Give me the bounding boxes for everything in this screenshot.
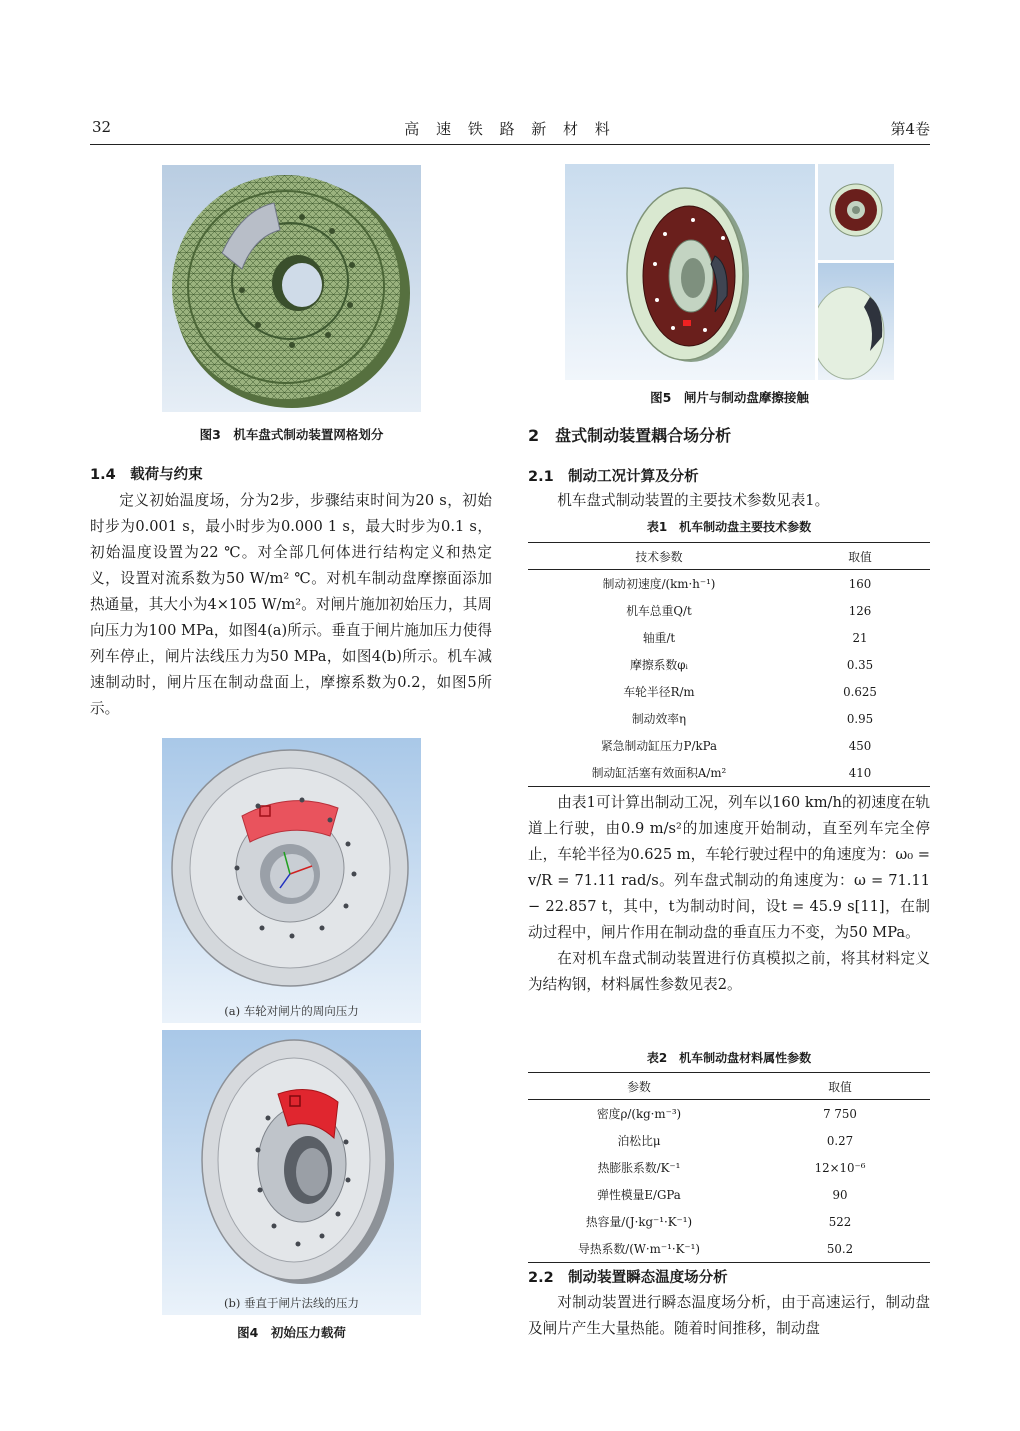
figure-4b-image: [162, 1030, 421, 1315]
table-cell: 热膨胀系数/K⁻¹: [597, 1161, 681, 1175]
table-cell: 热容量/(J·kg⁻¹·K⁻¹): [585, 1215, 693, 1229]
table-1-caption: 表1 机车制动盘主要技术参数: [646, 520, 812, 534]
table-cell: 50.2: [750, 1235, 930, 1263]
table-row: [528, 1154, 930, 1181]
figure-5-inset-top: [818, 164, 894, 260]
table-row: [528, 1235, 930, 1263]
table-cell: 0.27: [826, 1133, 854, 1148]
table-cell: 12×10⁻⁶: [814, 1160, 866, 1175]
table-row: [528, 651, 930, 678]
page-number: 32: [92, 118, 112, 136]
table-cell: 泊松比μ: [617, 1134, 661, 1148]
table-cell: 0.35: [846, 657, 874, 672]
section-2-1-para-2: 在对机车盘式制动装置进行仿真模拟之前，将其材料定义为结构钢，材料属性参数见表2。: [528, 950, 930, 993]
table-cell: 410: [790, 759, 930, 787]
table-cell: 轴重/t: [642, 631, 676, 645]
table-1-col-param: 技术参数: [528, 543, 790, 570]
table-row: [528, 1181, 930, 1208]
table-2-caption: 表2 机车制动盘材料属性参数: [646, 1051, 812, 1065]
figure-4b-label: (b) 垂直于闸片法线的压力: [224, 1296, 359, 1310]
figure-5-main-image: [565, 164, 815, 380]
table-row: [528, 597, 930, 624]
table-cell: 21: [852, 630, 868, 645]
table-row: [528, 759, 930, 787]
figure-5-caption: 图5 闸片与制动盘摩擦接触: [650, 390, 809, 405]
figure-3-mesh-image: [162, 165, 421, 412]
table-cell: 制动初速度/(km·h⁻¹): [602, 577, 716, 591]
section-2-heading: 2 盘式制动装置耦合场分析: [528, 426, 732, 445]
table-cell: 密度ρ/(kg·m⁻³): [596, 1107, 682, 1121]
table-cell: 弹性模量E/GPa: [597, 1188, 681, 1202]
section-2-1-body: [528, 790, 930, 998]
section-1-4-heading: 1.4 载荷与约束: [90, 467, 203, 483]
table-cell: 90: [832, 1187, 848, 1202]
figure-4a-image: [162, 738, 421, 1023]
section-2-1-intro: [528, 488, 930, 514]
table-cell: 制动缸活塞有效面积A/m²: [528, 759, 790, 787]
table-cell: 126: [848, 603, 872, 618]
section-2-2-paragraph: 对制动装置进行瞬态温度场分析，由于高速运行，制动盘及闸片产生大量热能。随着时间推移，制动盘: [528, 1294, 930, 1337]
table-cell: 0.95: [846, 711, 874, 726]
section-1-4-text: 定义初始温度场，分为2步，步骤结束时间为20 s，初始时步为0.001 s，最小时步为0.000 1 s，最大时步为0.1 s，初始温度设置为22 ℃。对全部几何体进行结构定义和热定义，设置对流系数为50 W/m² ℃。对机车制动盘摩擦面添加热通量，其大小为4×105 W/m²。对闸片施加初始压力，其周向压力为100 MPa，如图4(a)所示。垂直于闸片施加压力使得列车停止，闸片法线压力为50 MPa，如图4(b)所示。机车减速制动时，闸片压在制动盘面上，摩擦系数为0.2，如图5所示。: [90, 492, 492, 717]
volume-label: 第4卷: [890, 120, 930, 138]
table-row: [528, 1208, 930, 1235]
section-1-4-paragraph: [90, 488, 492, 722]
table-row: [528, 732, 930, 759]
table-2: [528, 1072, 930, 1263]
table-cell: 摩擦系数φᵢ: [630, 658, 688, 672]
table-cell: 522: [828, 1214, 852, 1229]
table-row: [528, 705, 930, 732]
table-cell: 导热系数/(W·m⁻¹·K⁻¹): [528, 1235, 750, 1263]
section-2-1-heading: 2.1 制动工况计算及分析: [528, 469, 699, 485]
table-cell: 紧急制动缸压力P/kPa: [600, 739, 718, 753]
table-row: [528, 678, 930, 705]
table-row: [528, 570, 930, 598]
section-2-2-body: [528, 1290, 930, 1342]
table-cell: 机车总重Q/t: [626, 604, 692, 618]
table-1: [528, 542, 930, 787]
table-cell: 7 750: [823, 1106, 857, 1121]
section-2-1-intro-text: 机车盘式制动装置的主要技术参数见表1。: [557, 492, 830, 509]
section-2-1-para-1: 由表1可计算出制动工况，列车以160 km/h的初速度在轨道上行驶，由0.9 m/s²的加速度开始制动，直至列车完全停止，车轮半径为0.625 m，车轮行驶过程中的角速度为：ω₀ = v/R = 71.11 rad/s。列车盘式制动的角速度为：ω = 71.11 − 22.857 t，其中，t为制动时间，设t = 45.9 s[11]，在制动过程中，闸片作用在制动盘的垂直压力不变，为50 MPa。: [528, 794, 930, 941]
header-rule: [90, 144, 930, 145]
figure-3-caption: 图3 机车盘式制动装置网格划分: [199, 427, 384, 442]
table-cell: 450: [848, 738, 872, 753]
table-cell: 制动效率η: [631, 712, 687, 726]
table-cell: 车轮半径R/m: [623, 685, 695, 699]
journal-title: 高 速 铁 路 新 材 料: [404, 120, 616, 138]
table-2-col-param: 参数: [528, 1073, 750, 1100]
figure-4-caption: 图4 初始压力载荷: [237, 1325, 346, 1340]
table-2-col-value: 取值: [750, 1073, 930, 1100]
table-row: [528, 1127, 930, 1154]
table-cell: 160: [848, 576, 872, 591]
table-row: [528, 1100, 930, 1128]
table-1-col-value: 取值: [790, 543, 930, 570]
figure-5-inset-bottom: [818, 263, 894, 380]
table-cell: 0.625: [843, 684, 877, 699]
table-row: [528, 624, 930, 651]
section-2-2-heading: 2.2 制动装置瞬态温度场分析: [528, 1270, 728, 1286]
figure-4a-label: (a) 车轮对闸片的周向压力: [224, 1004, 359, 1018]
